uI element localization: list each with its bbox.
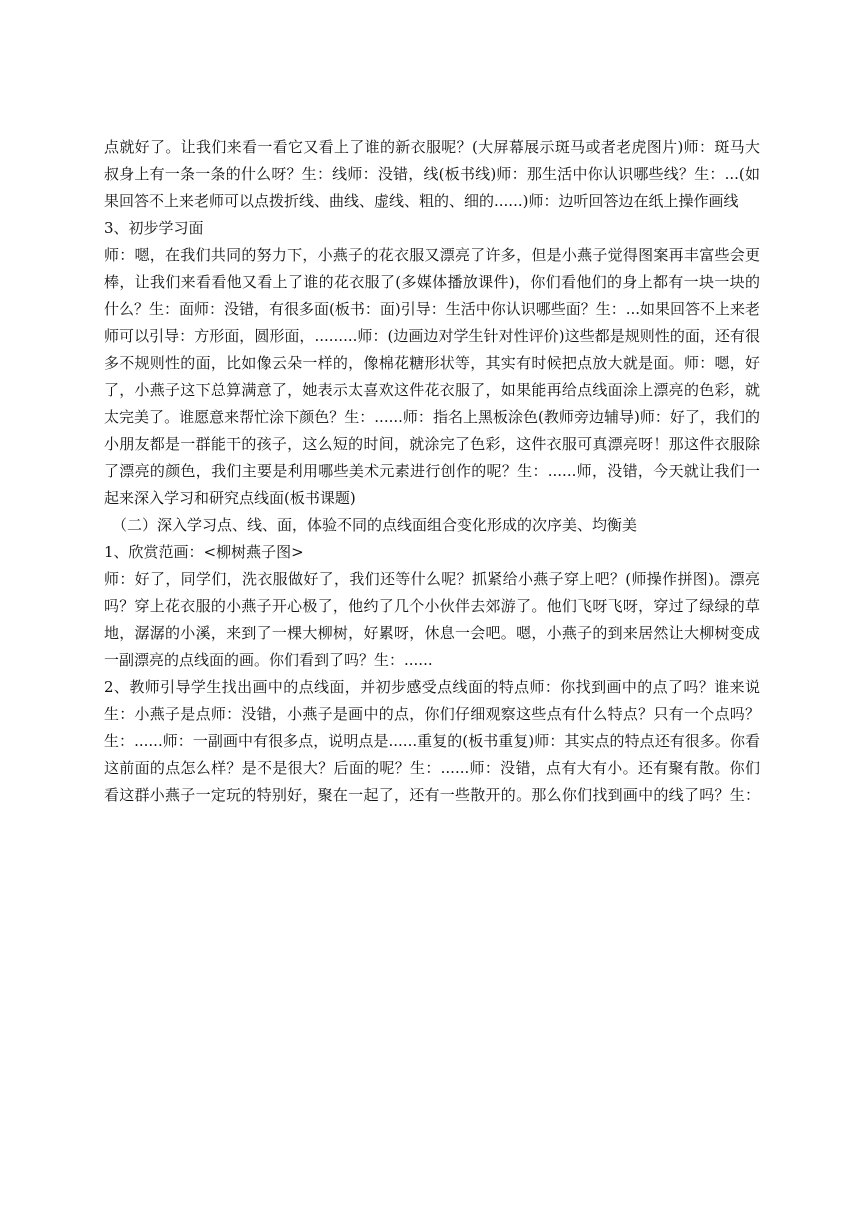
text-line: 棒，让我们来看看他又看上了谁的花衣服了(多媒体播放课件)，你们看他们的身上都有一块一块的 xyxy=(104,273,760,291)
text-line: 点就好了。让我们来看一看它又看上了谁的新衣服呢？(大屏幕展示斑马或者老虎图片)师：斑马大 xyxy=(104,138,760,156)
text-line: 3、初步学习面 xyxy=(104,219,204,237)
text-line: 起来深入学习和研究点线面(板书课题) xyxy=(104,489,356,507)
text-line: 吗？穿上花衣服的小燕子开心极了，他约了几个小伙伴去郊游了。他们飞呀飞呀，穿过了绿绿的草 xyxy=(104,597,760,615)
text-line: 了漂亮的颜色，我们主要是利用哪些美术元素进行创作的呢？生：......师，没错，今天就让我们一 xyxy=(104,462,760,480)
text-line: 叔身上有一条一条的什么呀？生：线师：没错，线(板书线)师：那生活中你认识哪些线？生：...(如 xyxy=(104,165,760,183)
text-line: 果回答不上来老师可以点拨折线、曲线、虚线、粗的、细的......)师：边听回答边在纸上操作画线 xyxy=(104,192,739,210)
text-line: 多不规则性的面，比如像云朵一样的，像棉花糖形状等，其实有时候把点放大就是面。师：嗯，好 xyxy=(104,354,760,372)
text-line: 1、欣赏范画：<柳树燕子图> xyxy=(104,543,304,561)
text-line: 这前面的点怎么样？是不是很大？后面的呢？生：......师：没错，点有大有小。还有聚有散。你们 xyxy=(104,759,760,777)
text-line: 2、教师引导学生找出画中的点线面，并初步感受点线面的特点师：你找到画中的点了吗？谁来说 xyxy=(104,678,760,696)
text-line: 了，小燕子这下总算满意了，她表示太喜欢这件花衣服了，如果能再给点线面涂上漂亮的色彩，就 xyxy=(104,381,760,399)
text-line: （二）深入学习点、线、面，体验不同的点线面组合变化形成的次序美、均衡美 xyxy=(112,516,638,534)
text-line: 师：嗯，在我们共同的努力下，小燕子的花衣服又漂亮了许多，但是小燕子觉得图案再丰富些会更 xyxy=(104,246,760,264)
text-line: 什么？生：面师：没错，有很多面(板书：面)引导：生活中你认识哪些面？生：...如果回答不上来老 xyxy=(104,300,761,318)
text-line: 小朋友都是一群能干的孩子，这么短的时间，就涂完了色彩，这件衣服可真漂亮呀！那这件衣服除 xyxy=(104,435,760,453)
text-line: 生：小燕子是点师：没错，小燕子是画中的点，你们仔细观察这些点有什么特点？只有一个点吗？ xyxy=(104,705,760,723)
document-body xyxy=(104,139,760,814)
text-line: 太完美了。谁愿意来帮忙涂下颜色？生：......师：指名上黑板涂色(教师旁边辅导)师：好了，我们的 xyxy=(104,408,760,426)
text-line: 看这群小燕子一定玩的特别好，聚在一起了，还有一些散开的。那么你们找到画中的线了吗？生： xyxy=(104,786,760,804)
text-line: 生：......师：一副画中有很多点，说明点是......重复的(板书重复)师：其实点的特点还有很多。你看 xyxy=(104,732,760,750)
text-line: 师可以引导：方形面，圆形面，.........师：(边画边对学生针对性评价)这些都是规则性的面，还有很 xyxy=(104,327,760,345)
text-line: 一副漂亮的点线面的画。你们看到了吗？生：...... xyxy=(104,651,433,669)
text-line: 地，潺潺的小溪，来到了一棵大柳树，好累呀，休息一会吧。嗯，小燕子的到来居然让大柳树变成 xyxy=(104,624,760,642)
text-line: 师：好了，同学们，洗衣服做好了，我们还等什么呢？抓紧给小燕子穿上吧？(师操作拼图)。漂亮 xyxy=(104,570,760,588)
